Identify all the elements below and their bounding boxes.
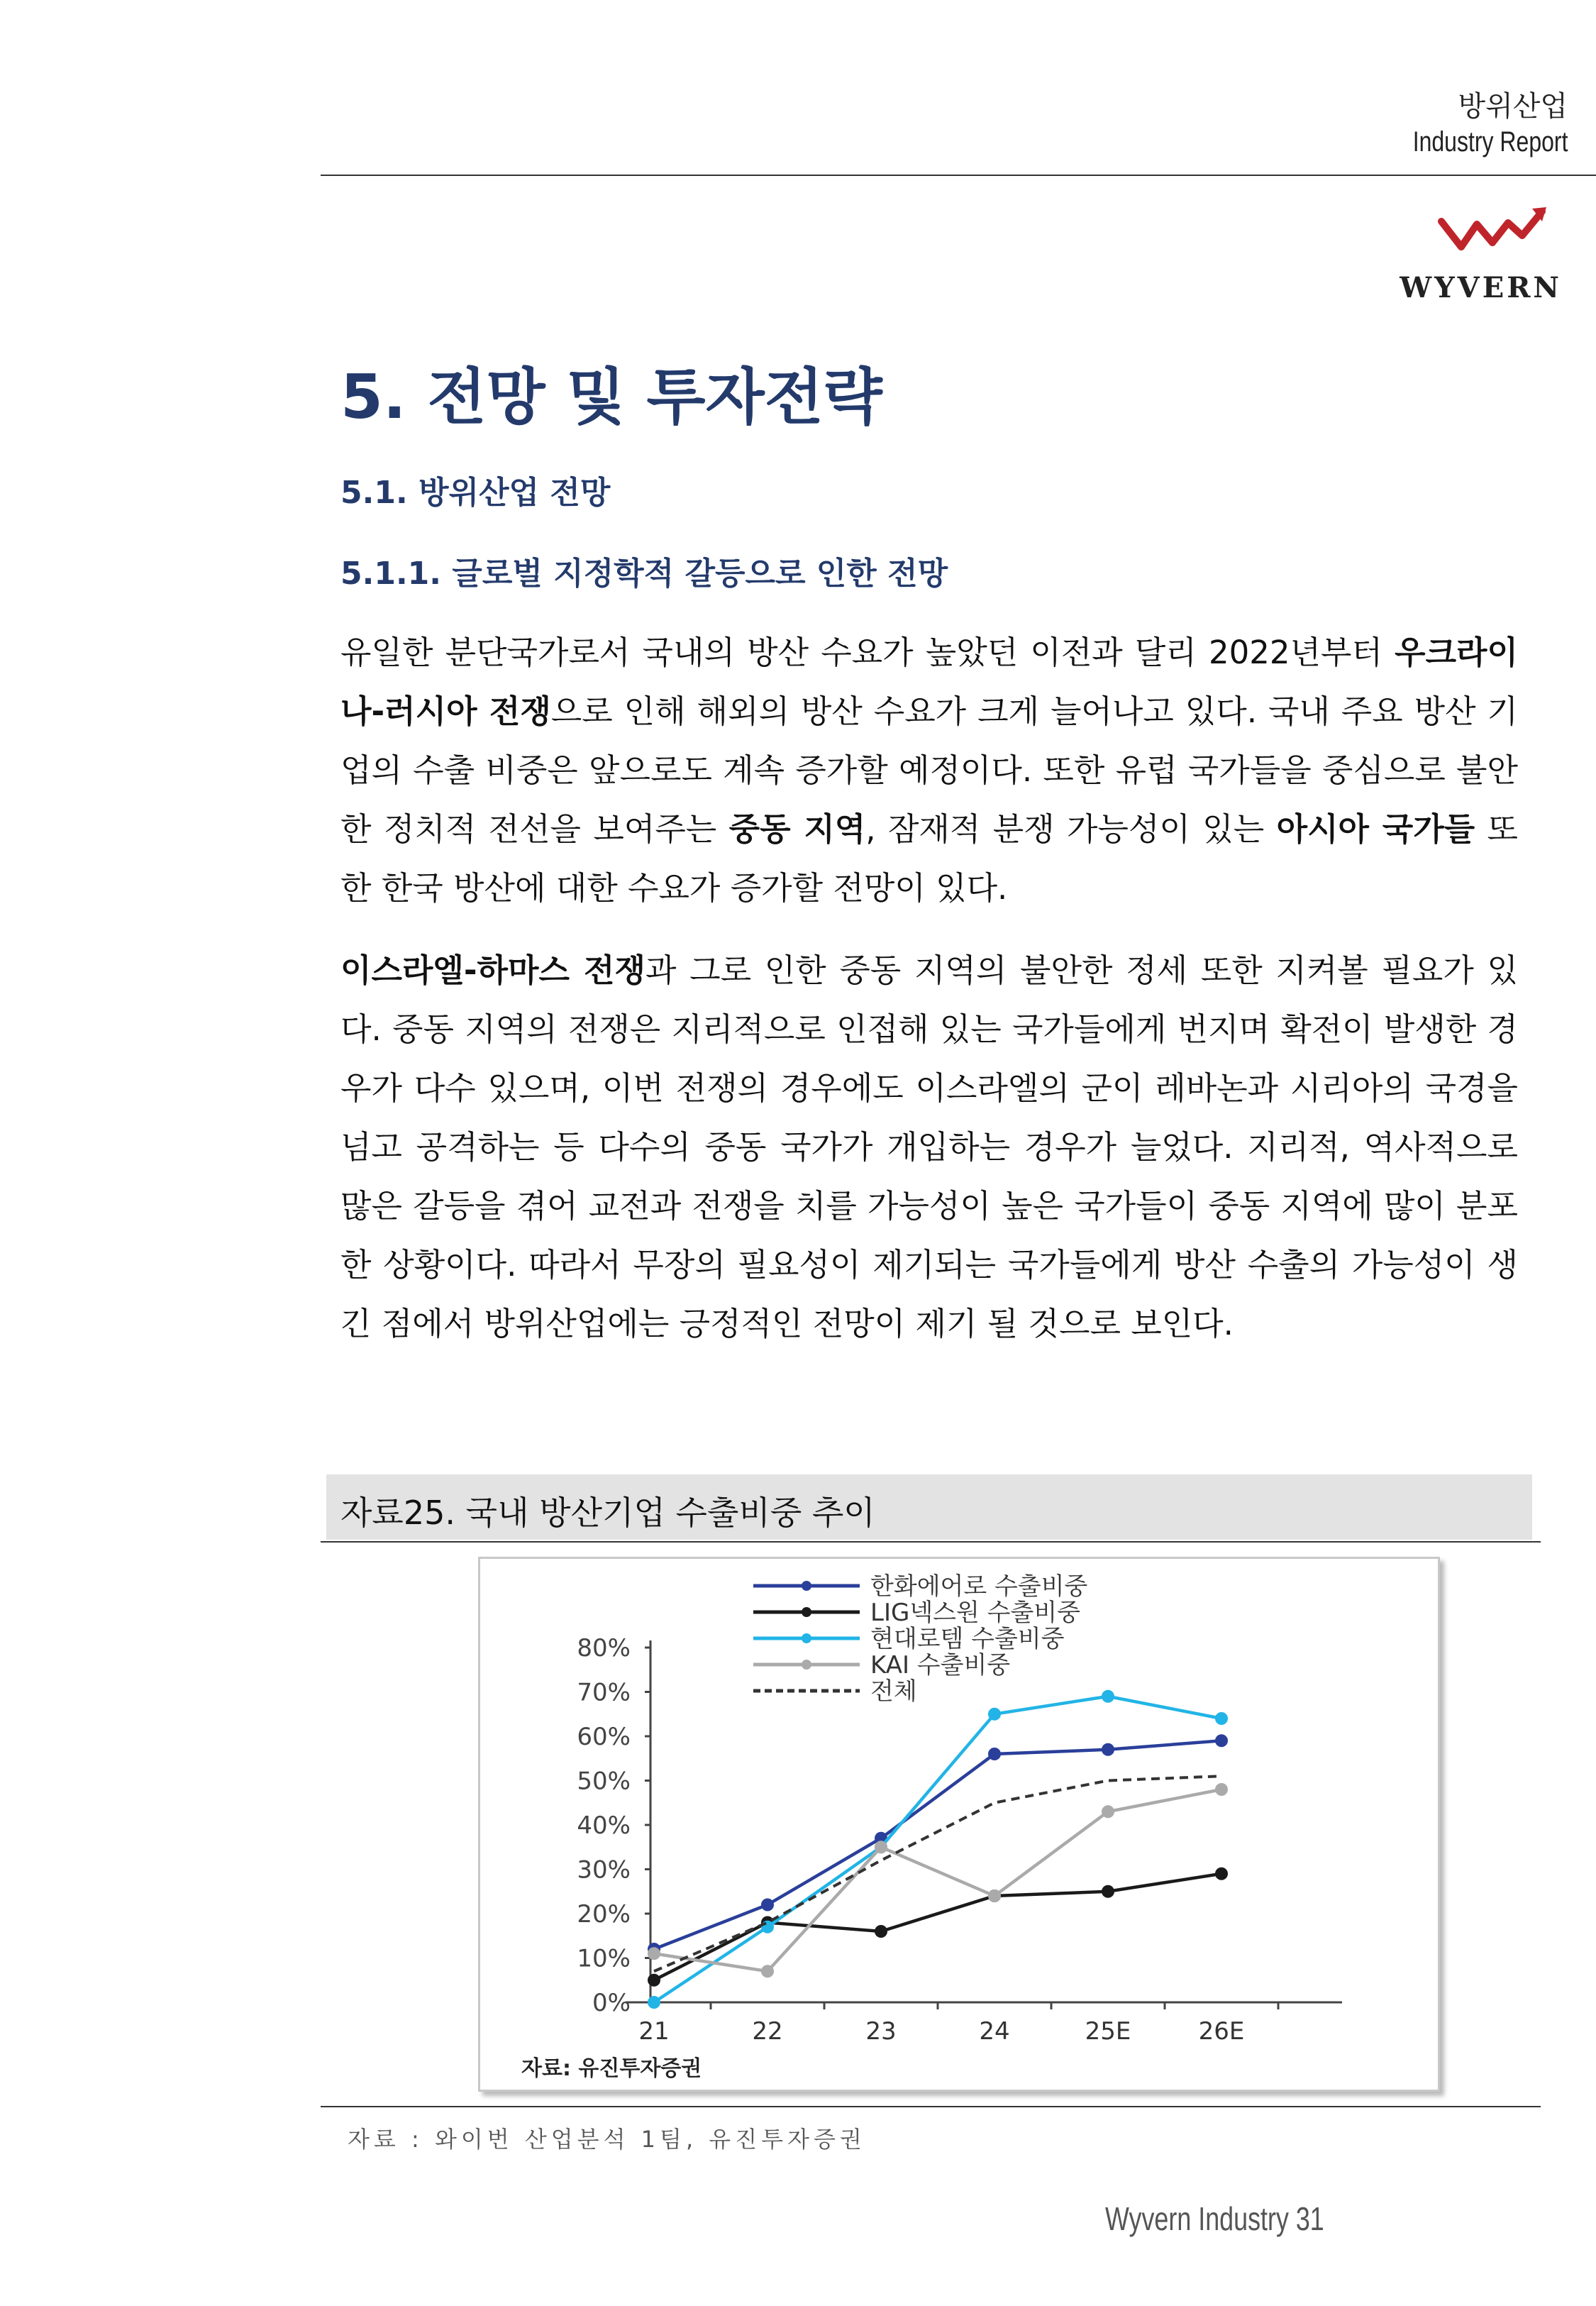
series-line — [654, 1874, 1221, 1980]
series-line — [654, 1740, 1221, 1949]
data-point — [1215, 1868, 1228, 1880]
legend-marker — [802, 1581, 811, 1591]
x-tick-label: 26E — [1198, 2017, 1245, 2046]
section-heading: 5. 전망 및 투자전략 — [340, 362, 882, 433]
wyvern-logo — [1400, 206, 1562, 305]
chart-canvas — [480, 1559, 1438, 2090]
chart-source-note: 자료: 유진투자증권 — [521, 2056, 702, 2081]
data-point — [1102, 1690, 1114, 1703]
data-point — [1215, 1734, 1228, 1747]
legend-marker — [802, 1633, 811, 1643]
legend-label: 현대로템 수출비중 — [870, 1625, 1065, 1653]
y-tick-label: 20% — [577, 1900, 631, 1929]
body-paragraph-1: 유일한 분단국가로서 국내의 방산 수요가 높았던 이전과 달리 2022년부터 우크라이나-러시아 전쟁으로 인해 해외의 방산 수요가 크게 늘어나고 있다. 국내 주요 방산 기업의 수출 비중은 앞으로도 계속 증가할 예정이다. 또한 유럽 국가들을 중심으로 불안한 정치적 전선을 보여주는 중동 지역, 잠재적 분쟁 가능성이 있는 아시아 국가들 또한 한국 방산에 대한 수요가 증가할 전망이 있다. — [340, 634, 1519, 907]
data-point — [648, 1996, 660, 2009]
data-point — [1102, 1743, 1114, 1756]
x-tick-label: 24 — [979, 2017, 1010, 2046]
legend-marker — [802, 1607, 811, 1617]
legend-label: KAI 수출비중 — [870, 1651, 1011, 1679]
header-category: 방위산업 — [1458, 90, 1568, 123]
figure-top-rule — [321, 1541, 1541, 1543]
y-tick-label: 0% — [592, 1989, 631, 2017]
legend-label: 전체 — [870, 1677, 917, 1706]
data-point — [648, 1947, 660, 1960]
x-tick-label: 23 — [865, 2017, 897, 2046]
figure-title-bar — [326, 1474, 1532, 1540]
data-point — [1215, 1783, 1228, 1796]
series-line — [654, 1697, 1221, 2002]
page-footer: Wyvern Industry 31 — [1105, 2200, 1324, 2237]
data-point — [988, 1748, 1001, 1760]
export-ratio-chart — [478, 1557, 1440, 2092]
y-tick-label: 10% — [577, 1944, 631, 1973]
x-tick-label: 21 — [638, 2017, 670, 2046]
data-point — [988, 1708, 1001, 1721]
data-point — [1215, 1712, 1228, 1725]
data-point — [988, 1890, 1001, 1902]
header-divider — [321, 175, 1596, 176]
legend-label: 한화에어로 수출비중 — [870, 1572, 1088, 1601]
data-point — [875, 1841, 887, 1853]
y-tick-label: 40% — [577, 1811, 631, 1840]
x-tick-label: 22 — [752, 2017, 783, 2046]
data-point — [761, 1921, 774, 1933]
body-paragraph-2: 이스라엘-하마스 전쟁과 그로 인한 중동 지역의 불안한 정세 또한 지켜볼 필요가 있다. 중동 지역의 전쟁은 지리적으로 인접해 있는 국가들에게 번지며 확전이 발생한 경우가 다수 있으며, 이번 전쟁의 경우에도 이스라엘의 군이 레바논과 시리아의 국경을 넘고 공격하는 등 다수의 중동 국가가 개입하는 경우가 늘었다. 지리적, 역사적으로 많은 갈등을 겪어 교전과 전쟁을 치를 가능성이 높은 국가들이 중동 지역에 많이 분포한 상황이다. 따라서 무장의 필요성이 제기되는 국가들에게 방산 수출의 가능성이 생긴 점에서 방위산업에는 긍정적인 전망이 제기 될 것으로 보인다. — [340, 951, 1518, 1342]
subsection-heading: 5.1. 방위산업 전망 — [340, 475, 611, 511]
y-tick-label: 70% — [577, 1678, 631, 1707]
figure-title: 자료25. 국내 방산기업 수출비중 추이 — [340, 1494, 875, 1532]
x-tick-label: 25E — [1085, 2017, 1131, 2046]
y-tick-label: 80% — [577, 1634, 631, 1662]
header-subtitle: Industry Report — [1412, 126, 1568, 158]
data-point — [1102, 1805, 1114, 1818]
sub-subsection-heading: 5.1.1. 글로벌 지정학적 갈등으로 인한 전망 — [340, 556, 948, 592]
figure-source: 자료 : 와이번 산업분석 1팀, 유진투자증권 — [348, 2126, 866, 2153]
data-point — [648, 1974, 660, 1987]
data-point — [875, 1925, 887, 1938]
data-point — [1102, 1885, 1114, 1898]
y-tick-label: 50% — [577, 1767, 631, 1796]
y-tick-label: 60% — [577, 1723, 631, 1751]
data-point — [761, 1899, 774, 1911]
figure-bottom-rule — [321, 2106, 1541, 2107]
legend-marker — [802, 1660, 811, 1670]
y-tick-label: 30% — [577, 1855, 631, 1885]
data-point — [761, 1965, 774, 1977]
legend-label: LIG넥스원 수출비중 — [870, 1599, 1081, 1627]
logo-text: WYVERN — [1400, 271, 1562, 304]
logo-mark-icon — [1436, 206, 1549, 263]
